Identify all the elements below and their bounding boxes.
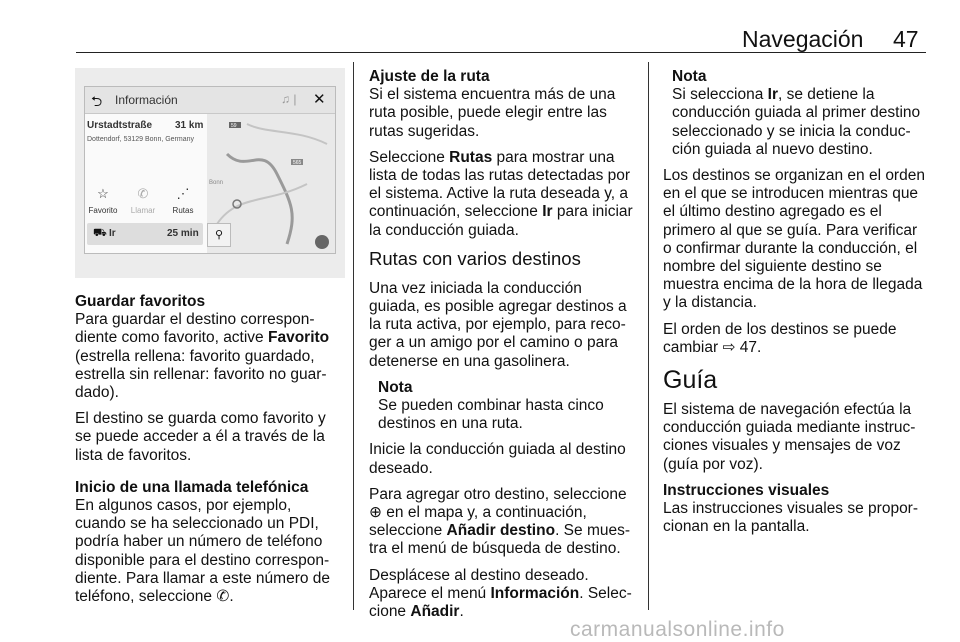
section-heading: Rutas con varios destinos — [369, 247, 581, 269]
map-road-label: 565 — [293, 160, 302, 166]
car-icon: ⛟ — [93, 227, 107, 239]
star-icon: ☆ — [97, 186, 109, 201]
reference-arrow-icon[interactable]: ⇨ — [722, 338, 736, 356]
section-heading: Guía — [663, 366, 718, 395]
destination-distance: 31 km — [175, 120, 204, 131]
call-action: ✆ Llamar — [125, 186, 161, 215]
destination-address: Dottendorf, 53129 Bonn, Germany — [87, 136, 195, 143]
music-icon: ♫ | — [281, 92, 297, 106]
section-heading: Ajuste de la ruta — [369, 68, 490, 85]
section-heading: Guardar favoritos — [75, 293, 206, 310]
map-road-label: 59 — [231, 123, 237, 129]
note-title: Nota — [672, 68, 707, 85]
section-heading: Instrucciones visuales — [663, 481, 830, 499]
screen-title-bar — [85, 87, 335, 114]
close-icon: ✕ — [313, 91, 326, 108]
paragraph: Desplácese al destino deseado. Aparece el menú Información. Selec-cione Añadir. — [369, 566, 632, 621]
pin-icon: ⚲ — [207, 223, 231, 247]
screenshot-illustration — [75, 68, 345, 278]
section-instrucciones-visuales: Instrucciones visuales Las instrucciones visuales se propor-cionan en la pantalla. — [663, 482, 928, 537]
back-icon: ⮌ — [91, 93, 103, 109]
destination-street: Urstadtstraße — [87, 120, 153, 131]
section-llamada: Inicio de una llamada telefónica En algunos casos, por ejemplo, cuando se ha seleccionado un PDI, podría haber un número de teléfono disponible para el destino correspon-diente. Para llamar a este número de teléfono, seleccione ✆. — [75, 479, 345, 606]
section-ajuste-ruta: Ajuste de la ruta Si el sistema encuentra más de una ruta posible, puede elegir entre las rutas sugeridas. — [369, 68, 634, 141]
phone-icon: ✆ — [216, 588, 230, 606]
watermark: carmanualsonline.info — [570, 618, 785, 641]
page-number: 47 — [893, 26, 919, 52]
crosshair-icon: ⊕ — [369, 504, 382, 522]
column-1 — [75, 293, 345, 614]
section-guardar-favoritos: Guardar favoritos Para guardar el destino correspon-diente como favorito, active Favorito (estrella rellena: favorito guardado, estrella sin rellenar: favorito no guar-dado). — [75, 293, 345, 402]
screen-title: Información — [115, 93, 178, 107]
go-label: Ir — [109, 228, 116, 239]
travel-time: 25 min — [167, 228, 199, 239]
paragraph: Seleccione Rutas para mostrar una lista de todas las rutas detectadas por el sistema. Active la ruta deseada y, a continuación, seleccione Ir para iniciar la conducción guiada. — [369, 148, 633, 239]
column-3 — [663, 68, 928, 544]
infotainment-screen — [84, 86, 336, 254]
column-2 — [369, 68, 634, 629]
go-bar — [87, 223, 203, 245]
paragraph: Una vez iniciada la conducción guiada, es posible agregar destinos a la ruta activa, por ejemplo, para reco-ger a un amigo por el camino o para detenerse en una gasolinera. — [369, 279, 627, 370]
paragraph: Los destinos se organizan en el orden en el que se introducen mientras que el último destino agregado es el primero al que se guía. Para verificar o confirmar durante la conducción, el nombre del siguiente destino se muestra encima de la hora de llegada y la distancia. — [663, 167, 925, 312]
paragraph: Para agregar otro destino, seleccione ⊕ en el mapa y, a continuación, seleccione Añadir destino. Se mues-tra el menú de búsqueda de destino. — [369, 485, 631, 558]
column-divider — [648, 62, 649, 610]
phone-icon: ✆ — [137, 186, 149, 201]
paragraph: El destino se guarda como favorito y se puede acceder a él a través de la lista de favoritos. — [75, 410, 326, 464]
section-heading: Inicio de una llamada telefónica — [75, 478, 309, 496]
paragraph: El orden de los destinos se puede cambiar ⇨ 47. — [663, 320, 897, 356]
header-rule — [76, 52, 926, 53]
routes-action: ⋰ Rutas — [165, 186, 201, 215]
favorite-action: ☆ Favorito — [85, 186, 121, 215]
paragraph: Inicie la conducción guiada al destino deseado. — [369, 441, 626, 477]
paragraph: El sistema de navegación efectúa la conducción guiada mediante instruc-ciones visuales y mensajes de voz (guía por voz). — [663, 401, 916, 473]
note-box: Nota Si selecciona Ir, se detiene la conducción guiada al primer destino seleccionado y se inicia la conduc-ción guiada al nuevo destino. — [672, 68, 928, 159]
column-divider — [353, 62, 354, 610]
note-box: Nota Se pueden combinar hasta cinco destinos en una ruta. — [378, 379, 634, 434]
note-title: Nota — [378, 378, 413, 396]
running-header-title: Navegación — [742, 26, 864, 52]
routes-icon: ⋰ — [176, 186, 190, 201]
map-place-label: Bonn — [209, 180, 224, 186]
